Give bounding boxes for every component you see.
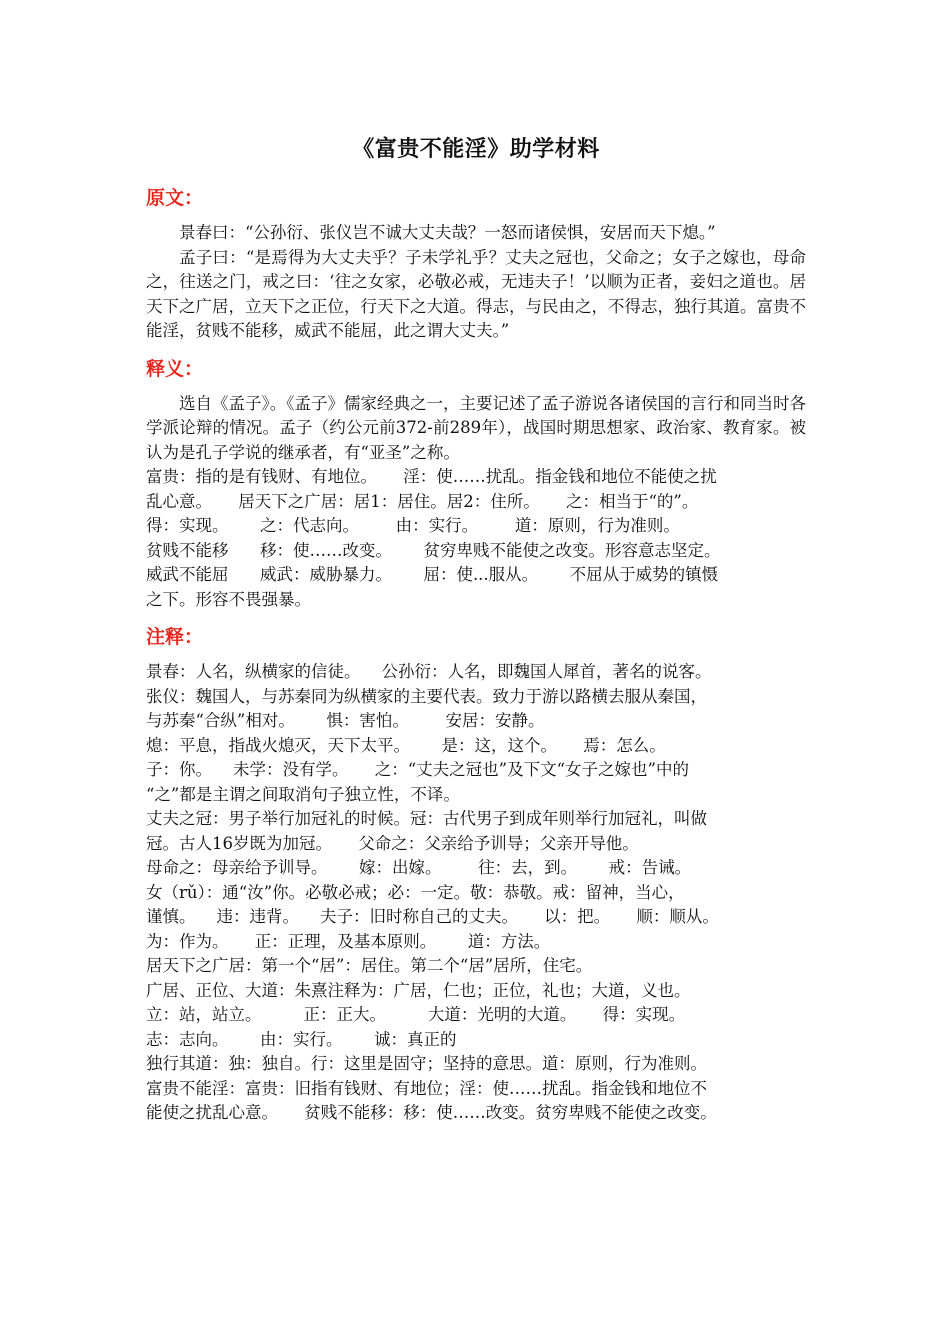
section-notes bbox=[146, 624, 806, 1126]
section-heading-notes: 注释： bbox=[146, 626, 204, 648]
notes-line: 熄：平息，指战火熄灭，天下太平。 是：这，这个。 焉：怎么。 bbox=[146, 735, 666, 755]
notes-line: 与苏秦“合纵”相对。 惧：害怕。 安居：安静。 bbox=[146, 711, 545, 730]
document-page bbox=[146, 132, 806, 1138]
notes-line: “之”都是主谓之间取消句子独立性，不译。 bbox=[146, 784, 460, 804]
notes-line: 女（rǔ）：通“汝”你。必敬必戒；必：一定。敬：恭敬。戒：留神，当心， bbox=[146, 882, 685, 902]
notes-line: 谨慎。 违：违背。 夫子：旧时称自己的丈夫。 以：把。 顺：顺从。 bbox=[146, 907, 719, 926]
meaning-line: 威武不能屈 威武：威胁暴力。 屈：使...服从。 不屈从于威势的镇慑 bbox=[146, 565, 719, 584]
section-original bbox=[146, 185, 806, 344]
document-title: 《富贵不能淫》助学材料 bbox=[352, 137, 600, 162]
section-meaning bbox=[146, 356, 806, 613]
meaning-line: 之下。形容不畏强暴。 bbox=[146, 589, 311, 609]
notes-line: 冠。古人16岁既为加冠。 父命之：父亲给予训导；父亲开导他。 bbox=[146, 833, 639, 853]
meaning-line: 贫贱不能移 移：使……改变。 贫穷卑贱不能使之改变。形容意志坚定。 bbox=[146, 540, 721, 560]
notes-line: 志：志向。 由：实行。 诚：真正的 bbox=[146, 1029, 457, 1049]
notes-line: 能使之扰乱心意。 贫贱不能移：移：使……改变。贫穷卑贱不能使之改变。 bbox=[146, 1103, 717, 1122]
section-heading-meaning: 释义： bbox=[146, 357, 204, 380]
meaning-line: 乱心意。 居天下之广居：居1：居住。居2：住所。 之：相当于“的”。 bbox=[146, 491, 699, 511]
original-paragraph: 孟子曰：“是焉得为大丈夫乎？子未学礼乎？丈夫之冠也，父命之；女子之嫁也，母命之，往送之门，戒之曰：‘往之女家，必敬必戒，无违夫子！’以顺为正者，妾妇之道也。居天下之广居，立天下之正位，行天下之大道。得志，与民由之，不得志，独行其道。富贵不能淫，贫贱不能移，威武不能屈，此之谓大丈夫。” bbox=[146, 247, 806, 340]
notes-line: 广居、正位、大道：朱熹注释为：广居，仁也；正位，礼也；大道，义也。 bbox=[146, 980, 691, 1000]
notes-line: 景春：人名，纵横家的信徒。 公孙衍：人名，即魏国人犀首，著名的说客。 bbox=[146, 662, 712, 681]
notes-line: 居天下之广居：第一个“居”：居住。第二个“居”居所，住宅。 bbox=[146, 956, 593, 975]
notes-line: 母命之：母亲给予训导。 嫁：出嫁。 往：去，到。 戒：告诫。 bbox=[146, 858, 692, 877]
meaning-line: 富贵：指的是有钱财、有地位。 淫：使……扰乱。指金钱和地位不能使之扰 bbox=[146, 467, 717, 486]
meaning-intro: 选自《孟子》。《孟子》儒家经典之一，主要记述了孟子游说各诸侯国的言行和同当时各学派论辩的情况。孟子（约公元前372-前289年），战国时期思想家、政治家、教育家。被认为是孔子学说的继承者，有“亚圣”之称。 bbox=[146, 393, 806, 462]
notes-line: 张仪：魏国人，与苏秦同为纵横家的主要代表。致力于游以路横去服从秦国， bbox=[146, 686, 707, 706]
meaning-line: 得：实现。 之：代志向。 由：实行。 道：原则，行为准则。 bbox=[146, 516, 680, 535]
notes-line: 子：你。 未学：没有学。 之：“丈夫之冠也”及下文“女子之嫁也”中的 bbox=[146, 760, 689, 779]
notes-line: 立：站，站立。 正：正大。 大道：光明的大道。 得：实现。 bbox=[146, 1005, 686, 1024]
notes-line: 为：作为。 正：正理，及基本原则。 道：方法。 bbox=[146, 931, 551, 951]
original-paragraph: 景春曰：“公孙衍、张仪岂不诚大丈夫哉？一怒而诸侯惧，安居而天下熄。” bbox=[179, 223, 716, 242]
section-heading-original: 原文： bbox=[146, 187, 204, 209]
notes-line: 富贵不能淫：富贵：旧指有钱财、有地位；淫：使……扰乱。指金钱和地位不 bbox=[146, 1078, 707, 1098]
notes-line: 独行其道：独：独自。行：这里是固守；坚持的意思。道：原则，行为准则。 bbox=[146, 1054, 707, 1073]
notes-line: 丈夫之冠：男子举行加冠礼的时候。冠：古代男子到成年则举行加冠礼，叫做 bbox=[146, 809, 707, 828]
